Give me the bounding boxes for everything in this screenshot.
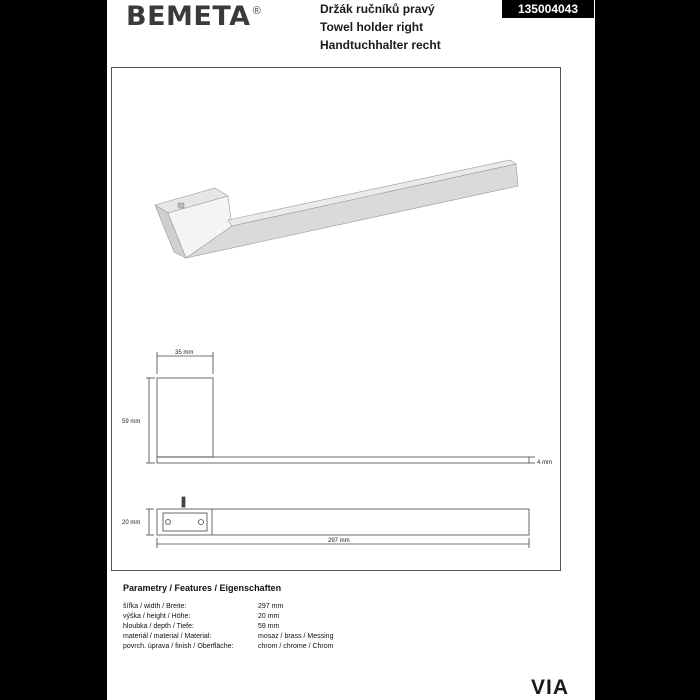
dim-height-front: 20 mm — [122, 520, 141, 526]
title-de: Handtuchhalter recht — [320, 38, 441, 52]
brand-name: BEMETA — [126, 0, 251, 32]
param-label-width: šířka / width / Breite: — [123, 603, 187, 610]
param-value-height: 20 mm — [258, 613, 280, 620]
dim-width-top: 35 mm — [175, 350, 194, 356]
param-label-depth: hloubka / depth / Tiefe: — [123, 623, 194, 630]
product-render — [155, 160, 518, 258]
registered-mark: ® — [252, 5, 261, 17]
param-value-depth: 59 mm — [258, 623, 280, 630]
title-cz: Držák ručníků pravý — [320, 2, 435, 16]
series-name: VIA — [531, 676, 570, 699]
product-code: 135004043 — [502, 0, 594, 18]
side-view — [146, 352, 535, 463]
dim-thickness: 4 mm — [537, 460, 552, 466]
title-en: Towel holder right — [320, 20, 424, 34]
param-label-finish: povrch. úprava / finish / Oberfläche: — [123, 643, 234, 650]
dim-length: 297 mm — [328, 538, 350, 544]
param-label-height: výška / height / Höhe: — [123, 613, 191, 620]
param-value-finish: chrom / chrome / Chrom — [258, 643, 334, 650]
dim-height-side: 59 mm — [122, 419, 141, 425]
param-label-material: materiál / material / Material: — [123, 633, 212, 640]
params-title: Parametry / Features / Eigenschaften — [123, 583, 282, 593]
param-value-material: mosaz / brass / Messing — [258, 633, 334, 640]
param-value-width: 297 mm — [258, 603, 284, 610]
